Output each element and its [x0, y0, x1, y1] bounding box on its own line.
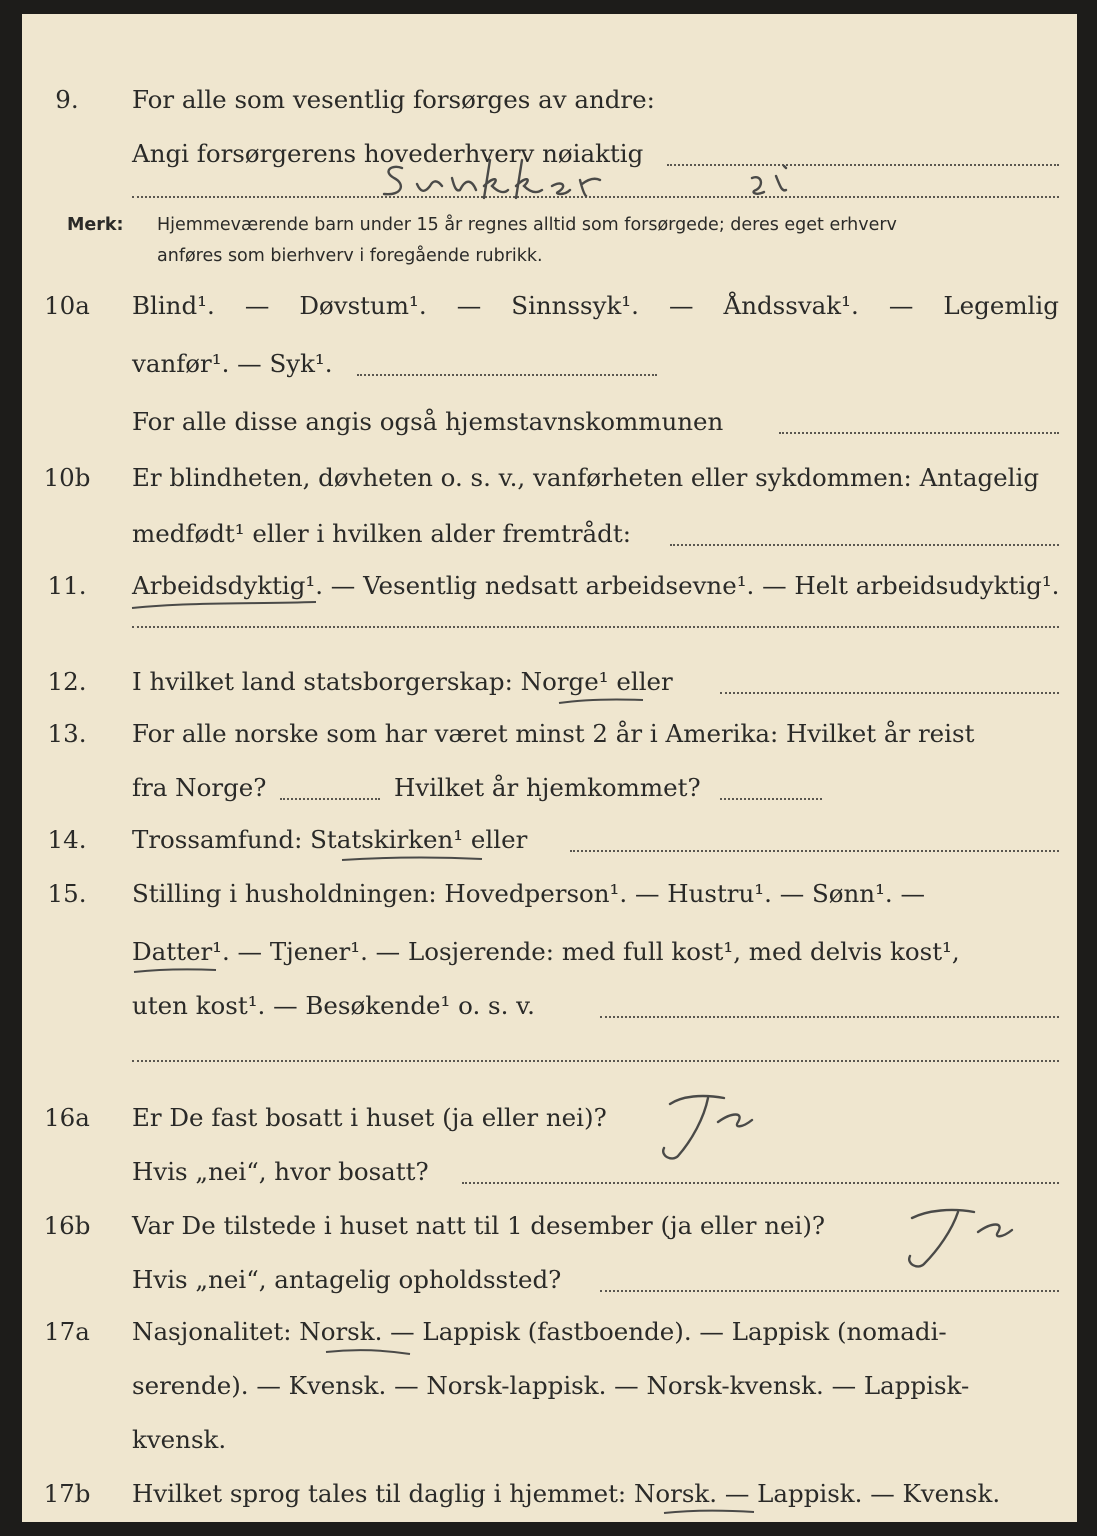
- q10a-option-word: Sinnssyk¹.: [511, 291, 639, 320]
- q10a-options: [132, 286, 1059, 326]
- q10b-row1: [22, 458, 1077, 498]
- q11-number: 11.: [47, 571, 87, 600]
- q14-underline-mark: [340, 854, 485, 864]
- q15-underline-mark: [132, 966, 222, 978]
- q12-row1: [22, 662, 1077, 702]
- merk-line2: anføres som bierhverv i foregående rubrikk.: [157, 246, 543, 266]
- q9-handwriting-svg: [372, 156, 872, 206]
- q9-answer-text: [22, 14, 23, 15]
- q13-returned-line: [720, 798, 822, 800]
- q12-number: 12.: [47, 667, 87, 696]
- q17a-row2: [22, 1366, 1077, 1406]
- q17a-underline-mark: [324, 1346, 414, 1358]
- q13-line2b: Hvilket år hjemkommet?: [394, 773, 701, 802]
- q16a-handwritten-answer: [642, 1082, 772, 1162]
- q17a-line3: kvensk.: [132, 1425, 227, 1454]
- q11-answer-line: [132, 626, 1059, 628]
- q16b-line2: Hvis „nei“, antagelig opholdssted?: [132, 1265, 562, 1294]
- q16b-location-line: [600, 1290, 1059, 1292]
- q10a-option-word: Åndssvak¹.: [723, 291, 859, 320]
- q10b-row2: [22, 514, 1077, 554]
- q16a-line2: Hvis „nei“, hvor bosatt?: [132, 1157, 429, 1186]
- q13-row2: [22, 768, 1077, 808]
- merk-note: [67, 210, 897, 266]
- q9-text: For alle som vesentlig forsørges av andre:: [132, 85, 655, 114]
- q13-row1: [22, 714, 1077, 754]
- q10a-option-word: Legemlig: [943, 291, 1059, 320]
- q10a-row2: [22, 344, 1077, 384]
- q15-line2: Datter¹. — Tjener¹. — Losjerende: med full kost¹, med delvis kost¹,: [132, 937, 960, 966]
- q17a-line2: serende). — Kvensk. — Norsk-lappisk. — Norsk-kvensk. — Lappisk-: [132, 1371, 970, 1400]
- merk-line1: Hjemmeværende barn under 15 år regnes alltid som forsørgede; deres eget erhverv: [157, 215, 897, 235]
- q15-line3: uten kost¹. — Besøkende¹ o. s. v.: [132, 991, 535, 1020]
- q10b-number: 10b: [43, 463, 91, 492]
- q17a-row3: [22, 1420, 1077, 1460]
- q10a-municipality-line: [779, 432, 1059, 434]
- q11-line1: Arbeidsdyktig¹. — Vesentlig nedsatt arbeidsevne¹. — Helt arbeidsudyktig¹.: [132, 571, 1060, 600]
- q16b-number: 16b: [43, 1211, 91, 1240]
- q10a-option-word: Døvstum¹.: [299, 291, 427, 320]
- q13-line1: For alle norske som har været minst 2 år i Amerika: Hvilket år reist: [132, 719, 975, 748]
- q12-country-line: [720, 692, 1059, 694]
- q15-line1: Stilling i husholdningen: Hovedperson¹. — Hustru¹. — Sønn¹. —: [132, 879, 925, 908]
- q16b-row2: [22, 1260, 1077, 1300]
- q15-row1: [22, 874, 1077, 914]
- q16a-number: 16a: [44, 1103, 90, 1132]
- q17b-number: 17b: [43, 1479, 91, 1508]
- merk-label: Merk:: [67, 215, 124, 235]
- q16a-line1: Er De fast bosatt i huset (ja eller nei)?: [132, 1103, 607, 1132]
- q10a-option-word: —: [888, 291, 914, 320]
- q13-number: 13.: [47, 719, 87, 748]
- q16a-answer-text: [22, 14, 23, 15]
- q13-emigrated-line: [280, 798, 380, 800]
- q15-position-line: [600, 1016, 1059, 1018]
- q16a-residence-line: [462, 1182, 1059, 1184]
- q10a-number: 10a: [44, 291, 90, 320]
- q17a-row1: [22, 1312, 1077, 1352]
- q10a-option-word: —: [456, 291, 482, 320]
- q17a-number: 17a: [44, 1317, 90, 1346]
- q10a-option-word: —: [244, 291, 270, 320]
- q9-handwritten-answer: [372, 156, 872, 206]
- q16a-row1: [22, 1098, 1077, 1138]
- q17a-line1: Nasjonalitet: Norsk. — Lappisk (fastboende). — Lappisk (nomadi-: [132, 1317, 947, 1346]
- q17b-row1: [22, 1474, 1077, 1514]
- q14-line1: Trossamfund: Statskirken¹ eller: [132, 825, 528, 854]
- q12-line1: I hvilket land statsborgerskap: Norge¹ eller: [132, 667, 673, 696]
- q10b-age-line: [670, 544, 1059, 546]
- q10b-line1: Er blindheten, døvheten o. s. v., vanførheten eller sykdommen: Antagelig: [132, 463, 1040, 492]
- q16b-line1: Var De tilstede i huset natt til 1 desember (ja eller nei)?: [132, 1211, 826, 1240]
- q10a-row3: [22, 402, 1077, 442]
- q14-faith-line: [570, 850, 1059, 852]
- q9-number: 9.: [55, 85, 79, 114]
- q11-underline-mark: [130, 600, 320, 612]
- q9-provider-label: Angi forsørgerens hovederhverv nøiaktig: [132, 139, 644, 168]
- q10a-line3: For alle disse angis også hjemstavnskommunen: [132, 407, 724, 436]
- q14-number: 14.: [47, 825, 87, 854]
- q9-row1: [22, 80, 1077, 120]
- q14-row1: [22, 820, 1077, 860]
- q10a-row1: [22, 286, 1077, 326]
- q15-number: 15.: [47, 879, 87, 908]
- q10a-sick-line: [357, 374, 657, 376]
- census-form-page: [22, 14, 1077, 1522]
- q17b-underline-mark: [662, 1507, 757, 1517]
- q10a-option-word: Blind¹.: [132, 291, 215, 320]
- q12-underline-mark: [557, 696, 647, 706]
- q10a-option-word: —: [668, 291, 694, 320]
- q10a-line2: vanfør¹. — Syk¹.: [132, 349, 333, 378]
- q15-row3: [22, 986, 1077, 1026]
- q10b-line2: medfødt¹ eller i hvilken alder fremtrådt:: [132, 519, 631, 548]
- q13-line2a: fra Norge?: [132, 773, 267, 802]
- q17b-line1: Hvilket sprog tales til daglig i hjemmet: Norsk. — Lappisk. — Kvensk.: [132, 1479, 1001, 1508]
- q16a-row2: [22, 1152, 1077, 1192]
- q15-answer-line: [132, 1060, 1059, 1062]
- q16b-answer-text: [22, 14, 23, 15]
